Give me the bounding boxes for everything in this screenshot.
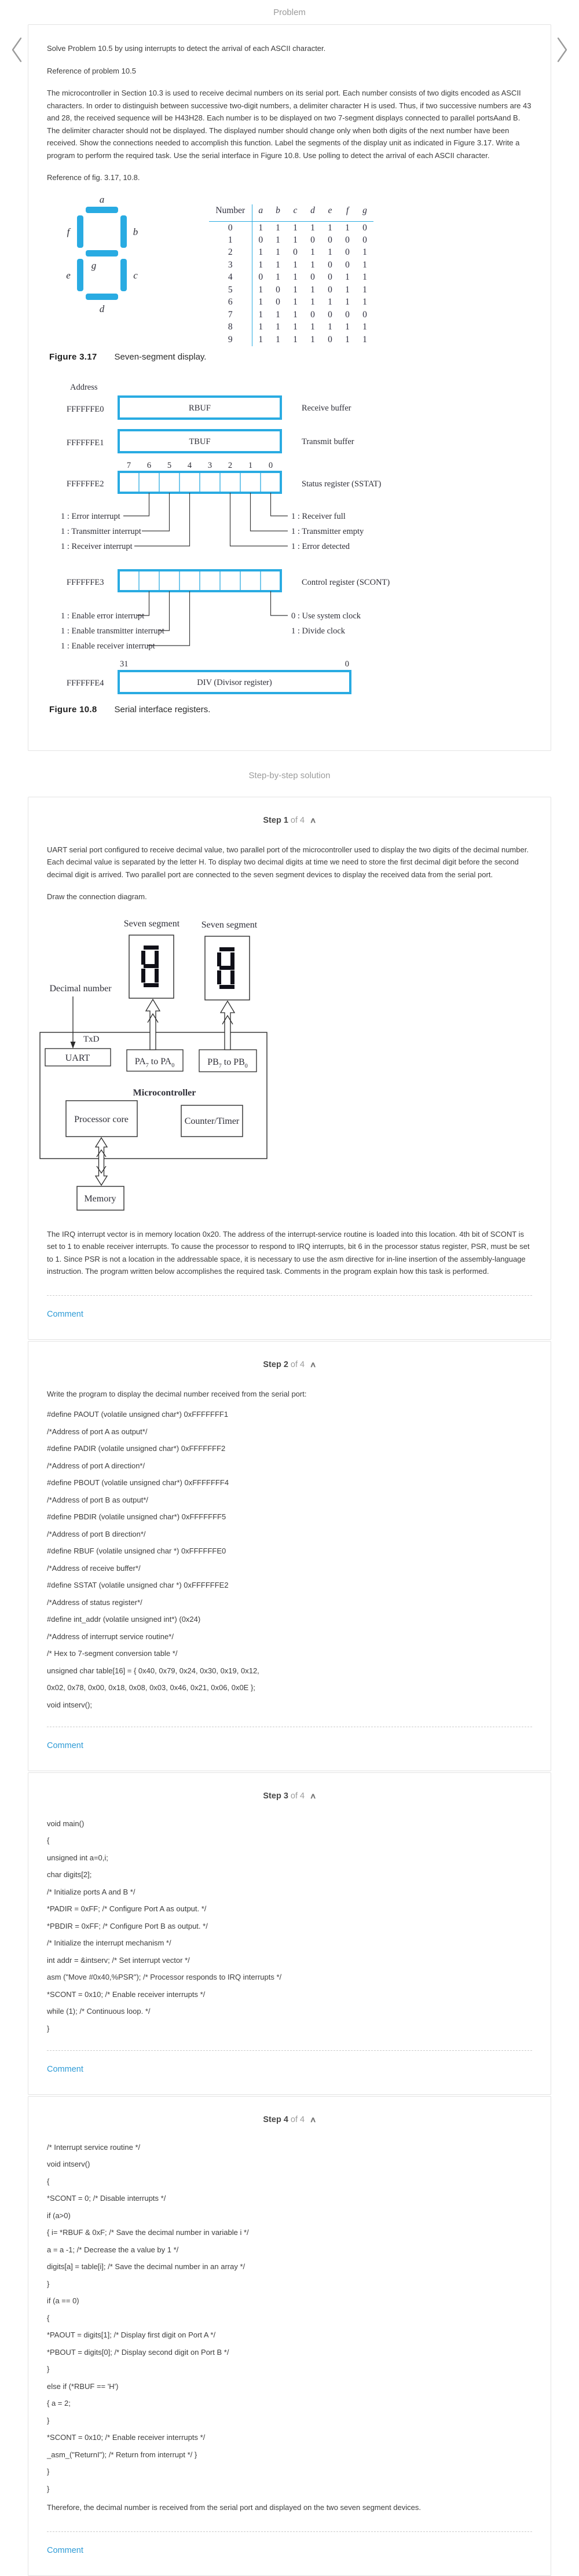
memory-bus-arrow bbox=[96, 1138, 107, 1185]
code-line: if (a>0) bbox=[47, 2211, 71, 2220]
code-line: /* Hex to 7-segment conversion table */ bbox=[47, 1649, 178, 1658]
code-line: /*Address of port B as output*/ bbox=[47, 1495, 148, 1504]
rbuf-desc: Receive buffer bbox=[302, 403, 351, 413]
svg-text:2: 2 bbox=[228, 460, 233, 470]
step-1-paragraph: The IRQ interrupt vector is in memory location 0x20. The address of the interrupt-service routine is loaded into this location. 4th bit of SCONT is set to 1 to enable receiver interrupts. To cause the processor to respond to IRQ interrupts, bit 6 in the processor status register, PSR, must be set to 1. Since PSR is not a location in the addressable space, it is necessary to use the asm directive for in-line insertion of the assembly-language instruction. The program written below accomplishes the required task. Comments in the program explain how this task is performed. bbox=[47, 1229, 530, 1276]
table-row: 6 1 0 1 1 1 1 1 bbox=[209, 296, 373, 309]
comment-link[interactable]: Comment bbox=[47, 2545, 83, 2555]
comment-link[interactable]: Comment bbox=[47, 1740, 83, 1750]
port-a-arrow bbox=[146, 999, 160, 1050]
code-line: #define PADIR (volatile unsigned char*) 0xFFFFFFF2 bbox=[47, 1444, 226, 1453]
scont-leader-lines bbox=[137, 591, 288, 646]
seven-segment-cyan bbox=[77, 207, 127, 300]
code-line: void main() bbox=[47, 1819, 85, 1828]
collapse-step-icon[interactable]: ∧ bbox=[309, 1791, 317, 1800]
svg-text:1: 1 bbox=[248, 460, 253, 470]
table-row: 4 0 1 1 0 0 1 1 bbox=[209, 272, 373, 284]
table-row: 2 1 1 0 1 1 0 1 bbox=[209, 247, 373, 259]
code-line: char digits[2]; bbox=[47, 1870, 92, 1879]
code-line: { bbox=[47, 2176, 50, 2186]
code-line: *PADIR = 0xFF; /* Configure Port A as output. */ bbox=[47, 1904, 207, 1913]
code-line: /*Address of port A direction*/ bbox=[47, 1461, 145, 1470]
code-line: while (1); /* Continuous loop. */ bbox=[47, 2007, 151, 2016]
table-row: 0 1 1 1 1 1 1 0 bbox=[209, 222, 373, 234]
seven-segment-label-1: Seven segment bbox=[123, 918, 180, 929]
code-line: { a = 2; bbox=[47, 2399, 71, 2408]
step-2-card bbox=[28, 1341, 551, 1771]
code-line: /* Initialize ports A and B */ bbox=[47, 1887, 135, 1896]
txd-label: TxD bbox=[83, 1034, 100, 1044]
serial-interface-registers-figure bbox=[49, 378, 420, 695]
div-name: DIV (Divisor register) bbox=[197, 677, 272, 687]
step-4-heading: Step 4 of 4 ∧ bbox=[263, 2115, 317, 2124]
code-line: _asm_("ReturnI"); /* Return from interrupt */ } bbox=[47, 2450, 197, 2459]
bit-numbers bbox=[127, 461, 273, 470]
code-line: /*Address of receive buffer*/ bbox=[47, 1563, 141, 1573]
div-address: FFFFFFE4 bbox=[67, 678, 104, 688]
table-row: 8 1 1 1 1 1 1 1 bbox=[209, 321, 373, 334]
segment-label-f: f bbox=[67, 226, 70, 237]
step-3-heading: Step 3 of 4 ∧ bbox=[263, 1791, 317, 1801]
code-line: #define int_addr (volatile unsigned int*) (0x24) bbox=[47, 1615, 201, 1624]
divider bbox=[47, 2531, 532, 2532]
code-line: unsigned int a=0,i; bbox=[47, 1853, 108, 1862]
sstat-left-label: 1 : Transmitter interrupt bbox=[61, 526, 141, 536]
step-3-card bbox=[28, 1772, 551, 2095]
code-line: { bbox=[47, 2313, 50, 2322]
problem-card bbox=[28, 24, 551, 751]
figure-10-8-caption: Figure 10.8 Serial interface registers. bbox=[49, 704, 211, 714]
code-line: *PAOUT = digits[1]; /* Display first digit on Port A */ bbox=[47, 2331, 216, 2339]
segment-label-b: b bbox=[133, 226, 138, 237]
code-line: unsigned char table[16] = { 0x40, 0x79, 0x24, 0x30, 0x19, 0x12, bbox=[47, 1666, 259, 1675]
column-header: Number bbox=[209, 204, 252, 222]
sstat-right-label: 1 : Transmitter empty bbox=[291, 526, 364, 536]
step-4-conclusion: Therefore, the decimal number is received from the serial port and displayed on the two seven segment devices. bbox=[47, 2503, 422, 2512]
port-b-arrow bbox=[221, 1001, 234, 1050]
code-line: } bbox=[47, 2484, 50, 2493]
code-line: asm ("Move #0x40,%PSR"); /* Processor responds to IRQ interrupts */ bbox=[47, 1973, 282, 1981]
port-a-label: $PA_7$ to $PA_0$ bbox=[134, 1056, 175, 1069]
comment-link[interactable]: Comment bbox=[47, 2064, 83, 2074]
segment-e bbox=[77, 259, 83, 291]
arrowhead bbox=[71, 1042, 76, 1049]
scont-address: FFFFFFE3 bbox=[67, 577, 104, 587]
code-line: #define RBUF (volatile unsigned char *) 0xFFFFFFE0 bbox=[47, 1547, 226, 1555]
table-header-row: Number a b c d e f g bbox=[209, 204, 373, 222]
svg-text:5: 5 bbox=[167, 460, 172, 470]
segment-label-g: g bbox=[91, 259, 97, 271]
step-1-card bbox=[28, 797, 551, 1340]
problem-header: Problem bbox=[273, 8, 306, 17]
tbuf-desc: Transmit buffer bbox=[302, 437, 354, 446]
step-2-heading: Step 2 of 4 ∧ bbox=[263, 1360, 317, 1369]
code-line: /* Initialize the interrupt mechanism */ bbox=[47, 1939, 171, 1947]
step-1-paragraph: Draw the connection diagram. bbox=[47, 892, 147, 901]
step-2-intro: Write the program to display the decimal number received from the serial port: bbox=[47, 1389, 307, 1398]
segment-b bbox=[120, 215, 127, 248]
uart-label: UART bbox=[65, 1053, 90, 1063]
code-line: 0x02, 0x78, 0x00, 0x18, 0x08, 0x03, 0x46, 0x21, 0x06, 0x0E }; bbox=[47, 1683, 255, 1692]
collapse-step-icon[interactable]: ∧ bbox=[309, 2115, 317, 2124]
code-line: #define PBOUT (volatile unsigned char*) 0xFFFFFFF4 bbox=[47, 1478, 229, 1487]
step-4-code bbox=[47, 2143, 532, 2493]
collapse-step-icon[interactable]: ∧ bbox=[309, 815, 317, 825]
comment-link[interactable]: Comment bbox=[47, 1309, 83, 1319]
problem-statement: Solve Problem 10.5 by using interrupts to detect the arrival of each ASCII character. bbox=[47, 44, 326, 53]
scont-left-label: 1 : Enable receiver interrupt bbox=[61, 641, 155, 651]
segment-d bbox=[86, 294, 118, 300]
step-2-code bbox=[47, 1410, 532, 1709]
code-line: *SCONT = 0x10; /* Enable receiver interrupts */ bbox=[47, 2433, 206, 2442]
div-bit-low: 0 bbox=[345, 659, 349, 669]
scont-desc: Control register (SCONT) bbox=[302, 577, 390, 587]
code-line: *SCONT = 0x10; /* Enable receiver interrupts */ bbox=[47, 1989, 206, 1999]
processor-core-label: Processor core bbox=[74, 1114, 129, 1124]
figure-3-17 bbox=[54, 194, 532, 346]
figure-reference: Reference of fig. 3.17, 10.8. bbox=[47, 173, 140, 182]
code-line: else if (*RBUF == 'H') bbox=[47, 2381, 119, 2391]
code-line: void intserv(); bbox=[47, 1700, 93, 1709]
code-line: #define PAOUT (volatile unsigned char*) 0xFFFFFFF1 bbox=[47, 1410, 229, 1419]
svg-text:4: 4 bbox=[187, 460, 192, 470]
code-line: } bbox=[47, 2024, 50, 2033]
microcontroller-label: Microcontroller bbox=[133, 1087, 196, 1098]
segment-a bbox=[86, 207, 118, 213]
table-row: 9 1 1 1 1 0 1 1 bbox=[209, 334, 373, 346]
code-line: { bbox=[47, 1836, 50, 1845]
segment-code-table bbox=[209, 204, 373, 346]
collapse-step-icon[interactable]: ∧ bbox=[309, 1360, 317, 1369]
tbuf-name: TBUF bbox=[189, 437, 211, 446]
div-bit-high: 31 bbox=[120, 659, 129, 669]
code-line: *SCONT = 0; /* Disable interrupts */ bbox=[47, 2194, 166, 2203]
decimal-number-label: Decimal number bbox=[49, 983, 112, 994]
code-line: { i= *RBUF & 0xF; /* Save the decimal number in variable i */ bbox=[47, 2228, 249, 2237]
problem-reference: Reference of problem 10.5 bbox=[47, 66, 136, 75]
code-line: /*Address of port B direction*/ bbox=[47, 1529, 146, 1538]
counter-timer-label: Counter/Timer bbox=[184, 1116, 240, 1126]
segment-g bbox=[86, 250, 118, 256]
sstat-address: FFFFFFE2 bbox=[67, 479, 104, 489]
code-line: *PBOUT = digits[0]; /* Display second digit on Port B */ bbox=[47, 2347, 229, 2357]
scont-right-label: 1 : Divide clock bbox=[291, 626, 346, 636]
step-1-heading: Step 1 of 4 ∧ bbox=[263, 815, 317, 825]
memory-label: Memory bbox=[84, 1193, 116, 1204]
code-line: } bbox=[47, 2279, 50, 2288]
rbuf-address: FFFFFFE0 bbox=[67, 404, 104, 414]
segment-f bbox=[77, 215, 83, 248]
step-4-card bbox=[28, 2096, 551, 2576]
figure-3-17-caption: Figure 3.17 Seven-segment display. bbox=[49, 351, 207, 362]
code-line: #define SSTAT (volatile unsigned char *) 0xFFFFFFE2 bbox=[47, 1581, 229, 1589]
code-line: /*Address of interrupt service routine*/ bbox=[47, 1632, 174, 1641]
chevron-left-icon[interactable] bbox=[9, 35, 24, 68]
segment-label-a: a bbox=[99, 193, 105, 205]
code-line: if (a == 0) bbox=[47, 2296, 79, 2305]
segment-label-d: d bbox=[99, 303, 105, 314]
code-line: } bbox=[47, 2467, 50, 2476]
svg-text:7: 7 bbox=[126, 460, 131, 470]
scont-left-label: 1 : Enable error interrupt bbox=[61, 611, 145, 621]
table-row: 7 1 1 1 0 0 0 0 bbox=[209, 309, 373, 321]
seven-segment-display-figure bbox=[54, 194, 164, 328]
connection-diagram bbox=[39, 907, 532, 1222]
scont-right-label: 0 : Use system clock bbox=[291, 611, 361, 621]
divider bbox=[47, 2050, 532, 2051]
solution-header: Step-by-step solution bbox=[248, 770, 331, 781]
port-b-label: $PB_7$ to $PB_0$ bbox=[207, 1057, 248, 1069]
svg-text:0: 0 bbox=[268, 460, 273, 470]
sstat-leader-lines bbox=[123, 493, 288, 546]
scont-left-label: 1 : Enable transmitter interrupt bbox=[61, 626, 164, 636]
rbuf-name: RBUF bbox=[189, 403, 211, 413]
segment-label-e: e bbox=[66, 269, 71, 281]
seven-segment-label-2: Seven segment bbox=[201, 919, 258, 930]
divider bbox=[47, 1295, 532, 1296]
code-line: } bbox=[47, 2365, 50, 2373]
table-row: 3 1 1 1 1 0 0 1 bbox=[209, 259, 373, 272]
table-row: 5 1 0 1 1 0 1 1 bbox=[209, 284, 373, 296]
code-line: digits[a] = table[i]; /* Save the decimal number in an array */ bbox=[47, 2262, 245, 2271]
problem-description: The microcontroller in Section 10.3 is used to receive decimal numbers on its serial port. Each number consists of two digits encoded as ASCII characters. In order to distinguish between successive two-digit numbers, a delimiter character H is used. Thus, if two successive numbers are 43 and 28, the received sequence will be H43H28. Each number is to be displayed on two 7-segment displays connected to parallel portsAand B. The delimiter character should not be displayed. The displayed number should change only when both digits of the next number have been received. Show the connections needed to accomplish this function. Label the segments of the display unit as indicated in Figure 3.17. Write a program to perform the required task. Use the serial interface in Figure 10.8. Use polling to detect the arrival of each ASCII character. bbox=[47, 89, 532, 160]
address-title: Address bbox=[70, 382, 98, 392]
code-line: #define PBDIR (volatile unsigned char*) 0xFFFFFFF5 bbox=[47, 1512, 226, 1521]
chevron-right-icon[interactable] bbox=[555, 35, 570, 68]
svg-text:3: 3 bbox=[207, 460, 212, 470]
sstat-right-label: 1 : Error detected bbox=[291, 541, 350, 551]
sstat-left-label: 1 : Receiver interrupt bbox=[61, 541, 133, 551]
sstat-left-label: 1 : Error interrupt bbox=[61, 511, 120, 521]
sstat-right-label: 1 : Receiver full bbox=[291, 511, 346, 521]
table-row: 1 0 1 1 0 0 0 0 bbox=[209, 234, 373, 247]
step-1-paragraph: UART serial port configured to receive decimal value, two parallel port of the microcontroller used to display the two digits of the decimal number. Each decimal value is separated by the letter H. To display two decimal digits at time we need to store the first decimal digit before the second decimal digit is arrived. Two parallel port are connected to the seven segment devices to display the received data from the serial port. bbox=[47, 845, 529, 879]
segment-label-c: c bbox=[133, 269, 138, 281]
sstat-desc: Status register (SSTAT) bbox=[302, 479, 382, 489]
svg-text:6: 6 bbox=[146, 460, 152, 470]
code-line: } bbox=[47, 2416, 50, 2425]
code-line: /*Address of status register*/ bbox=[47, 1597, 142, 1607]
code-line: int addr = &intserv; /* Set interrupt vector */ bbox=[47, 1955, 190, 1965]
code-line: a = a -1; /* Decrease the a value by 1 */ bbox=[47, 2245, 179, 2254]
segment-c bbox=[120, 259, 127, 291]
tbuf-address: FFFFFFE1 bbox=[67, 438, 104, 448]
code-line: /* Interrupt service routine */ bbox=[47, 2142, 141, 2152]
code-line: *PBDIR = 0xFF; /* Configure Port B as output. */ bbox=[47, 1921, 208, 1930]
code-line: /*Address of port A as output*/ bbox=[47, 1427, 148, 1436]
step-3-code bbox=[47, 1819, 532, 2033]
code-line: void intserv() bbox=[47, 2160, 90, 2168]
